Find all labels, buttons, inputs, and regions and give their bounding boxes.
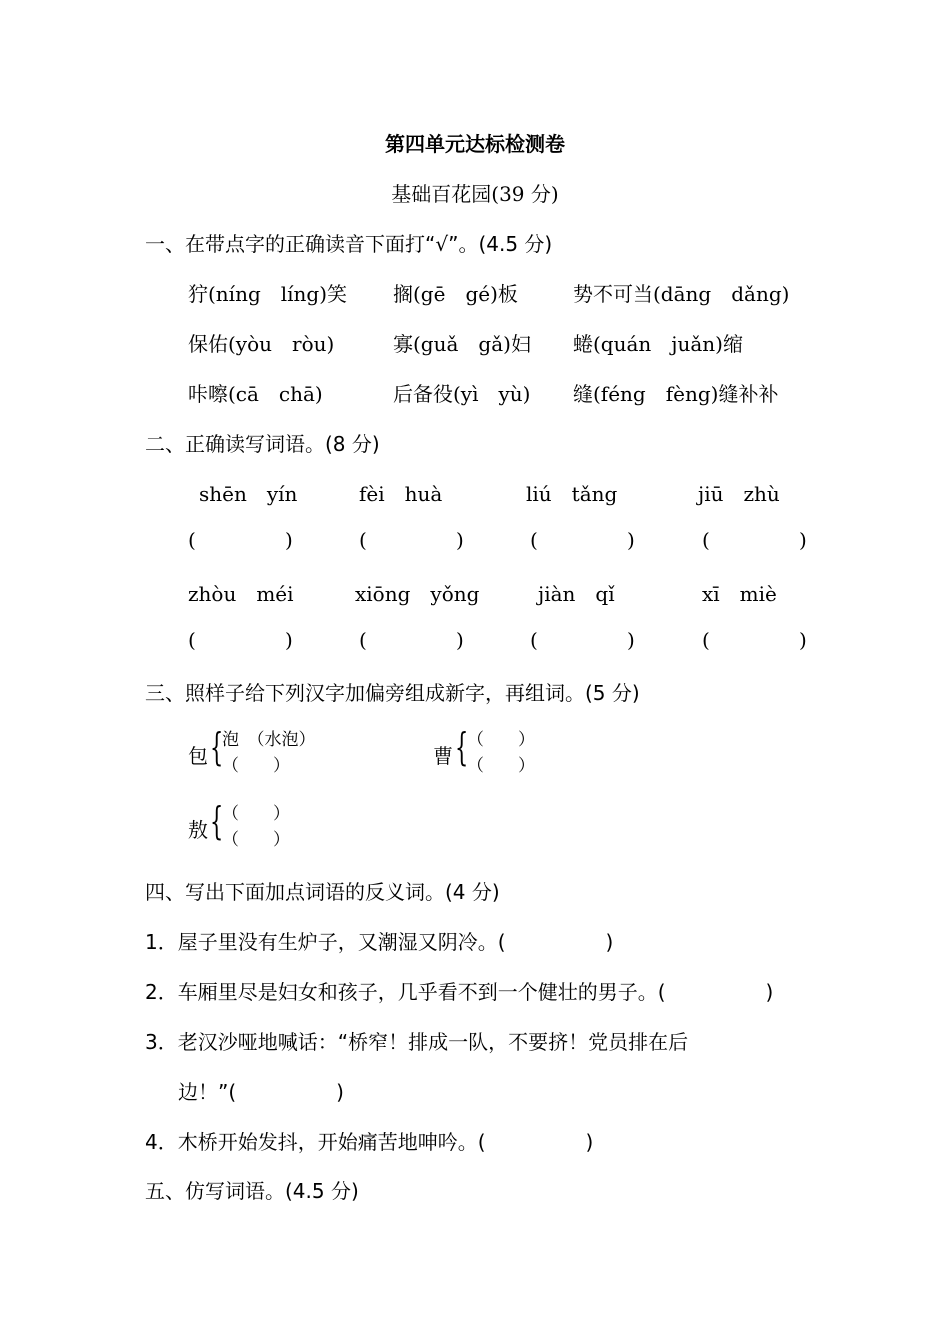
section2-heading: 二、正确读写词语。(8 分) [145, 432, 380, 456]
s2-blank-close: ) [799, 528, 807, 552]
s1-item: 搁(gē gé)板 [393, 282, 518, 306]
s2-pinyin: shēn yín [199, 482, 298, 506]
s3-char: 敖 [188, 818, 208, 842]
s4-question: 1．屋子里没有生炉子，又潮湿又阴冷。( ) [145, 930, 614, 954]
s4-question-cont: 边！”( ) [178, 1080, 344, 1104]
s2-blank-open: ( [359, 528, 367, 552]
s3-blank: （ ） [467, 756, 535, 776]
page-title: 第四单元达标检测卷 [385, 132, 565, 156]
s3-char: 曹 [433, 744, 453, 768]
s2-blank-open: ( [530, 628, 538, 652]
s2-blank-close: ) [285, 628, 293, 652]
s3-char: 包 [188, 744, 208, 768]
s3-blank: （ ） [467, 730, 535, 750]
s3-blank: （ ） [222, 804, 290, 824]
section5-heading: 五、仿写词语。(4.5 分) [145, 1179, 359, 1203]
s2-pinyin: xī miè [702, 582, 777, 606]
s2-blank-close: ) [799, 628, 807, 652]
s2-blank-close: ) [627, 628, 635, 652]
s2-blank-close: ) [456, 628, 464, 652]
s2-blank-open: ( [702, 528, 710, 552]
s1-item: 蜷(quán juǎn)缩 [573, 332, 743, 356]
s2-pinyin: xiōng yǒng [355, 582, 480, 606]
s2-blank-open: ( [530, 528, 538, 552]
s3-brace: { [210, 799, 224, 843]
s3-blank: （ ） [222, 830, 290, 850]
s1-item: 缝(féng fèng)缝补补 [573, 382, 779, 406]
s2-blank-close: ) [285, 528, 293, 552]
section1-heading: 一、在带点字的正确读音下面打“√”。(4.5 分) [145, 232, 553, 256]
s2-pinyin: jiàn qǐ [538, 582, 615, 606]
s3-blank: （ ） [222, 756, 290, 776]
s4-question: 4．木桥开始发抖，开始痛苦地呻吟。( ) [145, 1130, 594, 1154]
s1-item: 寡(guǎ gǎ)妇 [393, 332, 531, 356]
s2-pinyin: zhòu méi [188, 582, 294, 606]
s2-pinyin: fèi huà [359, 482, 443, 506]
s3-brace: { [455, 725, 469, 769]
s2-blank-close: ) [456, 528, 464, 552]
s1-item: 保佑(yòu ròu) [188, 332, 335, 356]
s3-example: 泡 （水泡） [222, 730, 316, 750]
s2-blank-open: ( [702, 628, 710, 652]
page-subtitle: 基础百花园(39 分) [391, 182, 559, 206]
s2-blank-open: ( [188, 628, 196, 652]
s2-pinyin: jiū zhù [698, 482, 780, 506]
s2-blank-open: ( [359, 628, 367, 652]
s2-pinyin: liú tǎng [526, 482, 618, 506]
s4-question: 3．老汉沙哑地喊话：“桥窄！排成一队，不要挤！党员排在后 [145, 1030, 689, 1054]
s2-blank-close: ) [627, 528, 635, 552]
s4-question: 2．车厢里尽是妇女和孩子，几乎看不到一个健壮的男子。( ) [145, 980, 774, 1004]
s1-item: 咔嚓(cā chā) [188, 382, 323, 406]
s1-item: 势不可当(dāng dǎng) [573, 282, 790, 306]
section3-heading: 三、照样子给下列汉字加偏旁组成新字，再组词。(5 分) [145, 681, 640, 705]
s1-item: 后备役(yì yù) [393, 382, 531, 406]
section4-heading: 四、写出下面加点词语的反义词。(4 分) [145, 880, 500, 904]
s2-blank-open: ( [188, 528, 196, 552]
s1-item: 狞(níng líng)笑 [188, 282, 348, 306]
s3-brace: { [210, 725, 224, 769]
